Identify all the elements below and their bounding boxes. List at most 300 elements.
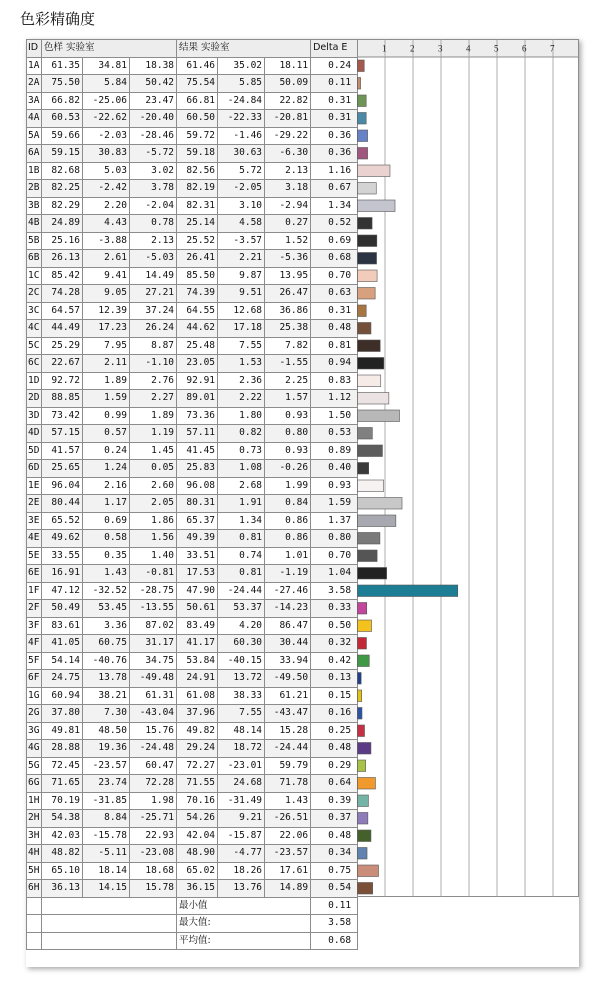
reference-l: 49.62 <box>42 530 83 548</box>
result-b: 33.94 <box>265 652 311 670</box>
result-l: 73.36 <box>177 407 218 425</box>
table-row <box>27 530 358 548</box>
reference-l: 25.29 <box>42 337 83 355</box>
patch-id: 3F <box>27 617 42 635</box>
result-l: 25.83 <box>177 460 218 478</box>
table-row <box>27 740 358 758</box>
reference-l: 88.85 <box>42 390 83 408</box>
table-row <box>27 57 358 75</box>
result-a: 24.68 <box>218 775 265 793</box>
result-l: 65.02 <box>177 862 218 880</box>
delta-e-bar <box>358 270 378 282</box>
result-a: 35.02 <box>218 57 265 75</box>
patch-id: 5H <box>27 862 42 880</box>
result-b: 30.44 <box>265 635 311 653</box>
reference-b: 37.24 <box>130 302 177 320</box>
reference-b: -0.81 <box>130 565 177 583</box>
delta-e-value: 1.34 <box>311 197 358 215</box>
result-b: 22.06 <box>265 827 311 845</box>
patch-id: 6B <box>27 250 42 268</box>
reference-b: 8.87 <box>130 337 177 355</box>
reference-l: 48.82 <box>42 845 83 863</box>
result-a: -31.49 <box>218 792 265 810</box>
delta-e-bar <box>358 673 362 685</box>
delta-e-value: 0.81 <box>311 337 358 355</box>
patch-id: 1E <box>27 477 42 495</box>
reference-b: -20.40 <box>130 110 177 128</box>
result-b: 0.27 <box>265 215 311 233</box>
delta-e-bar <box>358 60 365 72</box>
delta-e-value: 0.13 <box>311 670 358 688</box>
reference-b: -1.10 <box>130 355 177 373</box>
result-b: -23.57 <box>265 845 311 863</box>
reference-b: 15.76 <box>130 722 177 740</box>
result-b: 1.52 <box>265 232 311 250</box>
result-l: 29.24 <box>177 740 218 758</box>
reference-b: 1.40 <box>130 547 177 565</box>
stat-empty <box>27 915 42 933</box>
reference-b: 2.27 <box>130 390 177 408</box>
reference-a: 13.78 <box>83 670 130 688</box>
result-a: 1.80 <box>218 407 265 425</box>
patch-id: 3H <box>27 827 42 845</box>
result-b: 71.78 <box>265 775 311 793</box>
reference-b: -24.48 <box>130 740 177 758</box>
patch-id: 5E <box>27 547 42 565</box>
reference-l: 37.80 <box>42 705 83 723</box>
delta-e-bar <box>358 183 377 195</box>
table-row <box>27 495 358 513</box>
patch-id: 2C <box>27 285 42 303</box>
delta-e-value: 0.50 <box>311 617 358 635</box>
delta-e-bar <box>358 323 371 335</box>
reference-l: 24.75 <box>42 670 83 688</box>
patch-id: 4F <box>27 635 42 653</box>
table-row <box>27 127 358 145</box>
result-l: 85.50 <box>177 267 218 285</box>
delta-e-value: 0.25 <box>311 722 358 740</box>
delta-e-bar <box>358 848 368 860</box>
reference-b: -28.46 <box>130 127 177 145</box>
delta-e-bar <box>358 883 373 895</box>
delta-e-bar <box>358 550 378 562</box>
delta-e-bar <box>358 708 362 720</box>
result-b: 0.80 <box>265 425 311 443</box>
result-l: 64.55 <box>177 302 218 320</box>
patch-id: 1G <box>27 687 42 705</box>
result-l: 44.62 <box>177 320 218 338</box>
result-b: 86.47 <box>265 617 311 635</box>
reference-l: 64.57 <box>42 302 83 320</box>
delta-e-value: 0.39 <box>311 792 358 810</box>
result-l: 80.31 <box>177 495 218 513</box>
table-row <box>27 145 358 163</box>
reference-b: 23.47 <box>130 92 177 110</box>
table-row <box>27 460 358 478</box>
reference-a: 2.20 <box>83 197 130 215</box>
result-l: 47.90 <box>177 582 218 600</box>
result-b: -49.50 <box>265 670 311 688</box>
delta-e-bar <box>358 830 371 842</box>
patch-id: 4H <box>27 845 42 863</box>
result-a: 0.82 <box>218 425 265 443</box>
result-a: -4.77 <box>218 845 265 863</box>
result-a: 17.18 <box>218 320 265 338</box>
table-row <box>27 92 358 110</box>
reference-a: 30.83 <box>83 145 130 163</box>
reference-b: 1.98 <box>130 792 177 810</box>
delta-e-value: 0.67 <box>311 180 358 198</box>
result-l: 70.16 <box>177 792 218 810</box>
reference-b: 87.02 <box>130 617 177 635</box>
delta-e-bar <box>358 463 369 475</box>
delta-e-value: 0.94 <box>311 355 358 373</box>
result-l: 48.90 <box>177 845 218 863</box>
table-row <box>27 810 358 828</box>
result-b: 26.47 <box>265 285 311 303</box>
result-b: 2.25 <box>265 372 311 390</box>
table-row <box>27 250 358 268</box>
reference-a: 1.24 <box>83 460 130 478</box>
patch-id: 5B <box>27 232 42 250</box>
delta-e-value: 0.83 <box>311 372 358 390</box>
reference-l: 59.15 <box>42 145 83 163</box>
delta-e-value: 0.48 <box>311 827 358 845</box>
reference-l: 82.25 <box>42 180 83 198</box>
delta-e-bar <box>358 410 400 422</box>
result-b: -5.36 <box>265 250 311 268</box>
table-row <box>27 390 358 408</box>
result-l: 49.39 <box>177 530 218 548</box>
patch-id: 4E <box>27 530 42 548</box>
table-row <box>27 635 358 653</box>
result-l: 53.84 <box>177 652 218 670</box>
delta-e-value: 0.52 <box>311 215 358 233</box>
stat-row <box>27 915 358 933</box>
table-row <box>27 110 358 128</box>
table-row <box>27 845 358 863</box>
x-tick-label: 6 <box>522 43 527 54</box>
patch-id: 2A <box>27 75 42 93</box>
result-l: 59.18 <box>177 145 218 163</box>
reference-b: -25.71 <box>130 810 177 828</box>
patch-id: 2G <box>27 705 42 723</box>
result-a: -24.84 <box>218 92 265 110</box>
patch-id: 4C <box>27 320 42 338</box>
result-l: 25.52 <box>177 232 218 250</box>
delta-e-value: 0.70 <box>311 547 358 565</box>
patch-id: 6D <box>27 460 42 478</box>
reference-l: 65.52 <box>42 512 83 530</box>
result-a: 7.55 <box>218 337 265 355</box>
delta-e-value: 1.16 <box>311 162 358 180</box>
delta-e-bar <box>358 585 458 597</box>
reference-a: 34.81 <box>83 57 130 75</box>
table-row <box>27 687 358 705</box>
table-row <box>27 302 358 320</box>
table-row <box>27 652 358 670</box>
stat-value: 3.58 <box>311 915 358 933</box>
result-l: 25.14 <box>177 215 218 233</box>
reference-b: -43.04 <box>130 705 177 723</box>
result-a: 1.34 <box>218 512 265 530</box>
reference-a: -31.85 <box>83 792 130 810</box>
reference-a: 23.74 <box>83 775 130 793</box>
delta-e-value: 0.63 <box>311 285 358 303</box>
reference-b: -49.48 <box>130 670 177 688</box>
result-b: 1.57 <box>265 390 311 408</box>
delta-e-bar <box>358 813 368 825</box>
patch-id: 6H <box>27 880 42 898</box>
reference-l: 22.67 <box>42 355 83 373</box>
result-a: 9.87 <box>218 267 265 285</box>
reference-a: -2.03 <box>83 127 130 145</box>
reference-b: 3.78 <box>130 180 177 198</box>
header-result-lab: 结果 实验室 <box>177 40 311 58</box>
result-a: 18.26 <box>218 862 265 880</box>
delta-e-bar <box>358 725 365 737</box>
table-row <box>27 477 358 495</box>
result-a: 4.20 <box>218 617 265 635</box>
reference-l: 54.14 <box>42 652 83 670</box>
delta-e-bar <box>358 235 377 247</box>
delta-e-value: 1.50 <box>311 407 358 425</box>
result-l: 54.26 <box>177 810 218 828</box>
table-row <box>27 582 358 600</box>
result-a: 13.76 <box>218 880 265 898</box>
reference-l: 71.65 <box>42 775 83 793</box>
delta-e-value: 1.04 <box>311 565 358 583</box>
result-l: 37.96 <box>177 705 218 723</box>
result-a: -3.57 <box>218 232 265 250</box>
delta-e-value: 0.36 <box>311 145 358 163</box>
color-accuracy-panel <box>26 39 579 967</box>
result-a: -15.87 <box>218 827 265 845</box>
result-b: -27.46 <box>265 582 311 600</box>
delta-e-bar <box>358 620 372 632</box>
result-l: 41.45 <box>177 442 218 460</box>
delta-e-value: 1.37 <box>311 512 358 530</box>
result-a: -40.15 <box>218 652 265 670</box>
result-l: 42.04 <box>177 827 218 845</box>
page-title: 色彩精确度 <box>20 10 96 28</box>
patch-id: 6A <box>27 145 42 163</box>
patch-id: 2F <box>27 600 42 618</box>
result-a: 2.21 <box>218 250 265 268</box>
result-b: 18.11 <box>265 57 311 75</box>
result-l: 66.81 <box>177 92 218 110</box>
delta-e-value: 3.58 <box>311 582 358 600</box>
result-a: 1.53 <box>218 355 265 373</box>
patch-id: 4A <box>27 110 42 128</box>
delta-e-value: 0.31 <box>311 92 358 110</box>
reference-a: 14.15 <box>83 880 130 898</box>
patch-id: 5A <box>27 127 42 145</box>
reference-b: 0.78 <box>130 215 177 233</box>
patch-id: 1A <box>27 57 42 75</box>
x-tick-label: 5 <box>494 43 499 54</box>
patch-id: 4D <box>27 425 42 443</box>
reference-a: 5.03 <box>83 162 130 180</box>
delta-e-bar <box>358 200 396 212</box>
patch-id: 6G <box>27 775 42 793</box>
result-l: 49.82 <box>177 722 218 740</box>
x-tick-label: 2 <box>410 43 415 54</box>
reference-b: -13.55 <box>130 600 177 618</box>
x-tick-label: 7 <box>550 43 555 54</box>
reference-l: 28.88 <box>42 740 83 758</box>
reference-b: 0.05 <box>130 460 177 478</box>
delta-e-bar <box>358 480 384 492</box>
result-a: 1.91 <box>218 495 265 513</box>
reference-a: 0.69 <box>83 512 130 530</box>
result-b: -14.23 <box>265 600 311 618</box>
result-b: 3.18 <box>265 180 311 198</box>
reference-a: 17.23 <box>83 320 130 338</box>
table-row <box>27 617 358 635</box>
delta-e-bar <box>358 515 396 527</box>
result-b: 1.43 <box>265 792 311 810</box>
delta-e-value: 0.40 <box>311 460 358 478</box>
result-l: 36.15 <box>177 880 218 898</box>
delta-e-value: 0.75 <box>311 862 358 880</box>
reference-l: 50.49 <box>42 600 83 618</box>
reference-l: 80.44 <box>42 495 83 513</box>
reference-l: 72.45 <box>42 757 83 775</box>
reference-b: 27.21 <box>130 285 177 303</box>
result-l: 74.39 <box>177 285 218 303</box>
reference-a: 1.43 <box>83 565 130 583</box>
reference-b: 2.60 <box>130 477 177 495</box>
result-b: 14.89 <box>265 880 311 898</box>
patch-id: 5C <box>27 337 42 355</box>
table-row <box>27 512 358 530</box>
reference-a: 53.45 <box>83 600 130 618</box>
header-id: ID <box>27 40 42 58</box>
delta-e-value: 0.53 <box>311 425 358 443</box>
reference-b: 18.68 <box>130 862 177 880</box>
result-a: 48.14 <box>218 722 265 740</box>
reference-l: 16.91 <box>42 565 83 583</box>
result-b: -1.19 <box>265 565 311 583</box>
reference-l: 44.49 <box>42 320 83 338</box>
delta-e-bar <box>358 865 379 877</box>
patch-id: 3E <box>27 512 42 530</box>
table-row <box>27 425 358 443</box>
table-row <box>27 267 358 285</box>
x-tick-label: 3 <box>438 43 443 54</box>
reference-a: -32.52 <box>83 582 130 600</box>
stat-label: 平均值: <box>177 932 311 950</box>
delta-e-bar <box>358 393 389 405</box>
delta-e-value: 0.31 <box>311 302 358 320</box>
result-b: 0.93 <box>265 442 311 460</box>
result-b: -29.22 <box>265 127 311 145</box>
result-b: 1.99 <box>265 477 311 495</box>
result-a: -2.05 <box>218 180 265 198</box>
result-a: 0.81 <box>218 565 265 583</box>
reference-l: 49.81 <box>42 722 83 740</box>
table-row <box>27 372 358 390</box>
delta-e-value: 0.36 <box>311 127 358 145</box>
reference-b: 1.19 <box>130 425 177 443</box>
delta-e-bar <box>358 113 367 125</box>
stat-value: 0.11 <box>311 897 358 915</box>
reference-b: 26.24 <box>130 320 177 338</box>
delta-e-bar <box>358 690 362 702</box>
delta-e-value: 0.68 <box>311 250 358 268</box>
result-a: 13.72 <box>218 670 265 688</box>
reference-l: 75.50 <box>42 75 83 93</box>
result-a: -23.01 <box>218 757 265 775</box>
reference-a: -3.88 <box>83 232 130 250</box>
reference-b: -5.03 <box>130 250 177 268</box>
table-row <box>27 337 358 355</box>
result-l: 65.37 <box>177 512 218 530</box>
patch-id: 3D <box>27 407 42 425</box>
result-l: 57.11 <box>177 425 218 443</box>
reference-a: 19.36 <box>83 740 130 758</box>
table-row <box>27 285 358 303</box>
reference-a: 0.99 <box>83 407 130 425</box>
result-b: 25.38 <box>265 320 311 338</box>
patch-id: 6E <box>27 565 42 583</box>
stat-label: 最大值: <box>177 915 311 933</box>
delta-e-bar <box>358 655 370 667</box>
reference-a: 2.11 <box>83 355 130 373</box>
reference-a: 48.50 <box>83 722 130 740</box>
patch-id: 2B <box>27 180 42 198</box>
table-row <box>27 880 358 898</box>
result-l: 89.01 <box>177 390 218 408</box>
delta-e-value: 0.80 <box>311 530 358 548</box>
table-row <box>27 407 358 425</box>
delta-e-value: 0.48 <box>311 320 358 338</box>
delta-e-bar <box>358 78 361 90</box>
table-row <box>27 547 358 565</box>
delta-e-bar <box>358 743 371 755</box>
reference-b: 2.13 <box>130 232 177 250</box>
result-a: 9.21 <box>218 810 265 828</box>
delta-e-value: 0.93 <box>311 477 358 495</box>
delta-e-value: 0.48 <box>311 740 358 758</box>
reference-b: 14.49 <box>130 267 177 285</box>
reference-b: 1.56 <box>130 530 177 548</box>
stat-row <box>27 932 358 950</box>
patch-id: 1H <box>27 792 42 810</box>
reference-l: 42.03 <box>42 827 83 845</box>
result-l: 50.61 <box>177 600 218 618</box>
patch-id: 3C <box>27 302 42 320</box>
delta-e-bar <box>358 165 390 177</box>
reference-b: 3.02 <box>130 162 177 180</box>
result-a: 5.85 <box>218 75 265 93</box>
reference-l: 57.15 <box>42 425 83 443</box>
result-a: 7.55 <box>218 705 265 723</box>
result-b: 2.13 <box>265 162 311 180</box>
reference-a: -25.06 <box>83 92 130 110</box>
delta-e-value: 0.64 <box>311 775 358 793</box>
delta-e-bar <box>358 498 403 510</box>
color-accuracy-table <box>26 39 358 950</box>
table-row <box>27 215 358 233</box>
result-b: -0.26 <box>265 460 311 478</box>
delta-e-value: 0.11 <box>311 75 358 93</box>
table-row <box>27 442 358 460</box>
table-row <box>27 775 358 793</box>
delta-e-value: 0.29 <box>311 757 358 775</box>
table-row <box>27 757 358 775</box>
